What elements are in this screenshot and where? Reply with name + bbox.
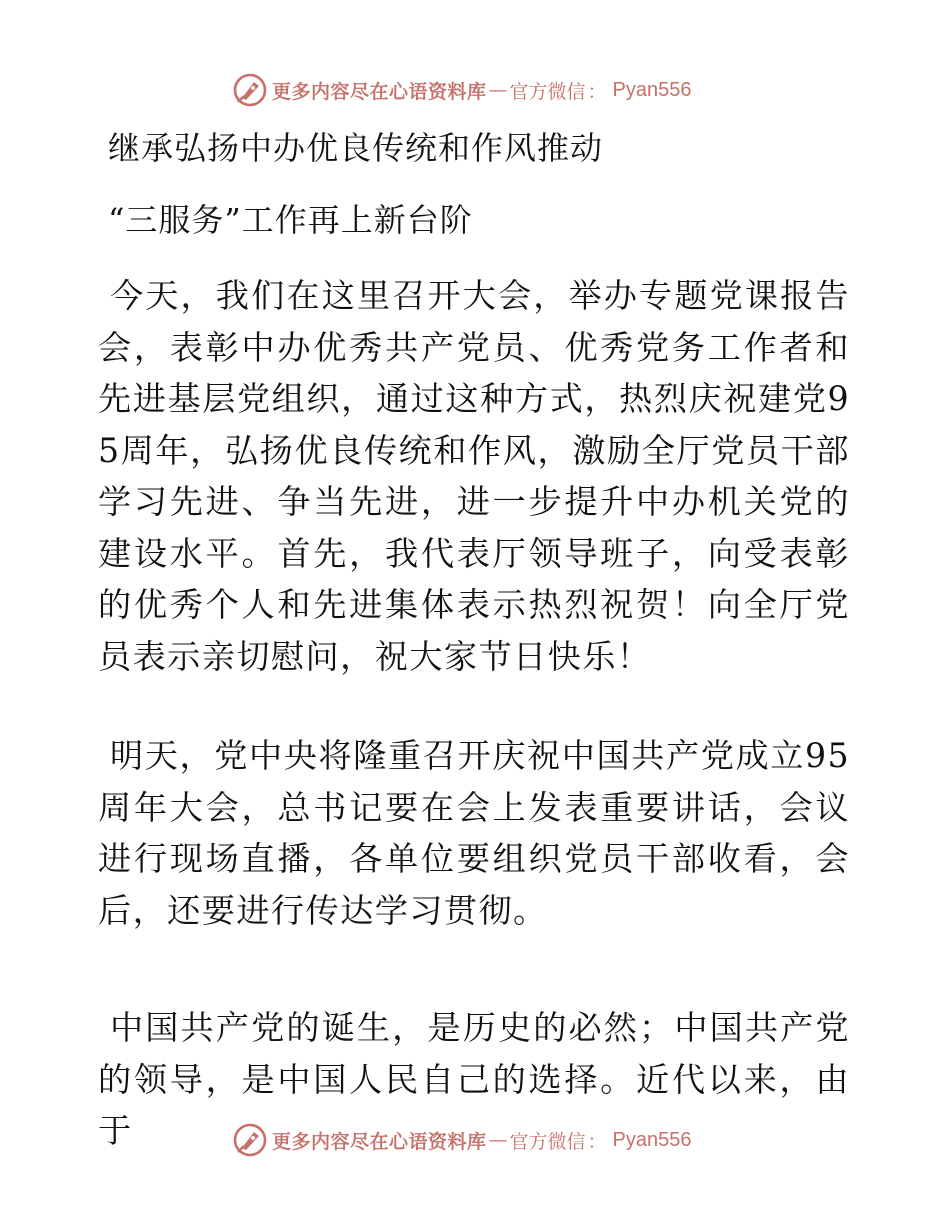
body-paragraph: 中国共产党的诞生，是历史的必然；中国共产党的领导，是中国人民自己的选择。近代以来，由于 <box>98 1008 850 1150</box>
document-title-line-2: “三服务”工作再上新台阶 <box>108 201 473 239</box>
watermark-account: Pyan556 <box>612 1128 692 1151</box>
watermark-colon: ： <box>587 80 607 103</box>
watermark-dash: — <box>488 79 508 101</box>
watermark-dash: — <box>488 1129 508 1151</box>
pen-nib-circle-icon <box>232 1122 268 1158</box>
watermark-colon: ： <box>587 1130 607 1153</box>
body-paragraph: 今天，我们在这里召开大会，举办专题党课报告会，表彰中办优秀共产党员、优秀党务工作者和先进基层党组织，通过这种方式，热烈庆祝建党95周年，弘扬优良传统和作风，激励全厅党员干部学习先进、争当先进，进一步提升中办机关党的建设水平。首先，我代表厅领导班子，向受表彰的优秀个人和先进集体表示热烈祝贺！向全厅党员表示亲切慰问，祝大家节日快乐！ <box>98 276 850 676</box>
watermark-brand: 更多内容尽在心语资料库 <box>272 80 487 103</box>
body-paragraph: 明天，党中央将隆重召开庆祝中国共产党成立95周年大会，总书记要在会上发表重要讲话，会议进行现场直播，各单位要组织党员干部收看，会后，还要进行传达学习贯彻。 <box>98 736 850 930</box>
watermark-brand: 更多内容尽在心语资料库 <box>272 1130 487 1153</box>
watermark-wechat-label: 官方微信 <box>509 1130 586 1153</box>
watermark-wechat-label: 官方微信 <box>509 80 586 103</box>
footer-watermark <box>232 1122 692 1158</box>
header-watermark <box>232 72 692 108</box>
document-title-line-1: 继承弘扬中办优良传统和作风推动 <box>108 129 604 167</box>
watermark-account: Pyan556 <box>612 78 692 101</box>
pen-nib-circle-icon <box>232 72 268 108</box>
